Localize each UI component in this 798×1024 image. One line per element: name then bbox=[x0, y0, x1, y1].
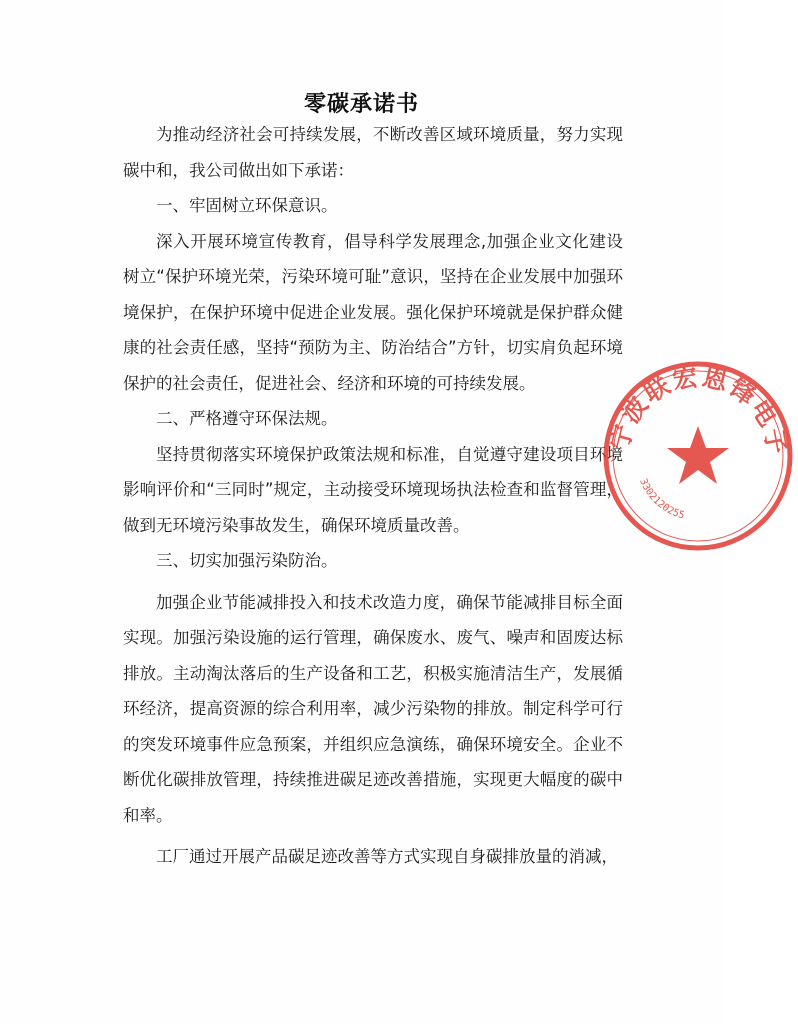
document-title: 零碳承诺书 bbox=[303, 92, 419, 117]
section-body-1: 深入开展环境宣传教育，倡导科学发展理念,加强企业文化建设树立“保护环境光荣，污染环境可耻”意识，坚持在企业发展中加强环境保护，在保护环境中促进企业发展。强化保护环境就是保护群众健康的社会责任感，坚持“预防为主、防治结合”方针，切实肩负起环境保护的社会责任，促进社会、经济和环境的可持续发展。 bbox=[123, 231, 623, 393]
section-heading-3: 三、切实加强污染防治。 bbox=[156, 551, 338, 570]
section-body-3: 加强企业节能减排投入和技术改造力度，确保节能减排目标全面实现。加强污染设施的运行管理，确保废水、废气、噪声和固废达标排放。主动淘汰落后的生产设备和工艺，积极实施清洁生产，发展循环经济，提高资源的综合利用率，减少污染物的排放。制定科学可行的突发环境事件应急预案，并组织应急演练，确保环境安全。企业不断优化碳排放管理，持续推进碳足迹改善措施，实现更大幅度的碳中和率。 bbox=[123, 592, 623, 825]
svg-text:3302120255 bbox=[637, 477, 686, 522]
closing-paragraph: 工厂通过开展产品碳足迹改善等方式实现自身碳排放量的消减， bbox=[156, 847, 618, 866]
section-body-2: 坚持贯彻落实环境保护政策法规和标准，自觉遵守建设项目环境影响评价和“三同时”规定，主动接受环境现场执法检查和监督管理，做到无环境污染事故发生，确保环境质量改善。 bbox=[123, 444, 623, 535]
section-heading-1: 一、牢固树立环保意识。 bbox=[156, 196, 338, 215]
seal-text: 宁波联宏恩锋电子 bbox=[604, 362, 792, 458]
seal-star-icon bbox=[667, 426, 729, 484]
company-seal-icon bbox=[598, 356, 798, 556]
section-heading-2: 二、严格遵守环保法规。 bbox=[156, 409, 338, 428]
document-body bbox=[123, 117, 623, 875]
intro-paragraph: 为推动经济社会可持续发展，不断改善区域环境质量，努力实现碳中和，我公司做出如下承诺： bbox=[123, 125, 623, 180]
seal-number: 3302120255 bbox=[637, 477, 686, 522]
